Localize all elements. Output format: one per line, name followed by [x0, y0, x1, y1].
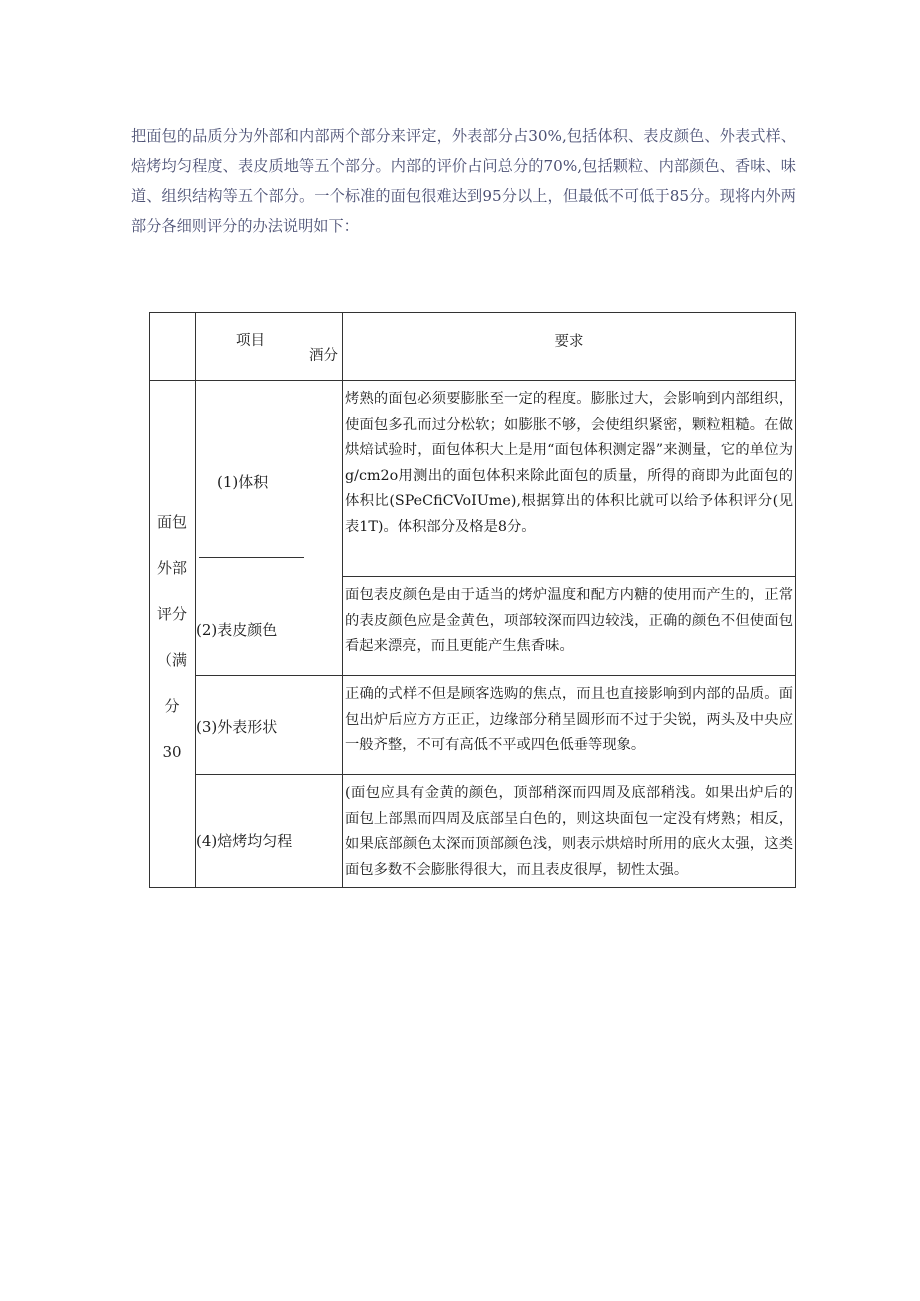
header-blank-cell: [150, 313, 196, 381]
side-label-line: 面包: [156, 513, 187, 531]
item-cell-shape: [196, 676, 343, 775]
requirement-baking-evenness: (面包应具有金黄的颜色，顶部稍深而四周及底部稍浅。如果出炉后的面包上部黑而四周及底部呈白色的，则这块面包一定没有烤熟；相反，如果底部颜色太深而顶部颜色浅，则表示烘焙时所用的底火太强，这类面包多数不会膨胀得很大，而且表皮很厚，韧性太强。: [343, 775, 796, 888]
header-score-label: 酒分: [309, 348, 338, 364]
side-label-line: （满: [156, 651, 187, 669]
side-label-line: 30: [162, 743, 182, 761]
item-cell-volume: [196, 381, 343, 577]
header-item-cell: [196, 313, 343, 381]
side-label-line: 分: [164, 697, 180, 715]
header-requirement-label: 要求: [343, 313, 796, 381]
requirement-volume: 烤熟的面包必须要膨胀至一定的程度。膨胀过大，会影响到内部组织，使面包多孔而过分松软；如膨胀不够，会使组织紧密，颗粒粗糙。在做烘焙试验时，面包体积大上是用“面包体积测定器”来测量，它的单位为g/cm2o用测出的面包体积来除此面包的质量，所得的商即为此面包的体积比(SPeCfiCVoIUme),根据算出的体积比就可以给予体积评分(见表1T)。体积部分及格是8分。: [343, 381, 796, 577]
requirement-shape: 正确的式样不但是顾客选购的焦点，而且也直接影响到内部的品质。面包出炉后应方方正正，边缘部分稍呈圆形而不过于尖锐，两头及中央应一般齐整，不可有高低不平或四色低垂等现象。: [343, 676, 796, 775]
item-name: (2)表皮颜色: [196, 620, 278, 639]
item-cell-crust-color: [196, 577, 343, 676]
side-label-cell: [150, 381, 196, 888]
item-name: (3)外表形状: [196, 718, 278, 736]
side-label-line: 外部: [156, 559, 187, 577]
item-cell-baking-evenness: [196, 775, 343, 888]
intro-paragraph: 把面包的品质分为外部和内部两个部分来评定，外表部分占30%,包括体积、表皮颜色、外表式样、焙烤均匀程度、表皮质地等五个部分。内部的评价占问总分的70%,包括颗粒、内部颜色、香味、味道、组织结构等五个部分。一个标准的面包很难达到95分以上，但最低不可低于85分。现将内外两部分各细则评分的办法说明如下：: [131, 127, 796, 235]
side-label-line: 评分: [156, 605, 187, 623]
item-name: (4)焙烤均匀程: [196, 832, 293, 850]
header-item-label: 项目: [236, 333, 265, 349]
evaluation-table: [149, 312, 795, 880]
partial-divider-line: [199, 557, 304, 558]
requirement-crust-color: 面包表皮颜色是由于适当的烤炉温度和配方内糖的使用而产生的，正常的表皮颜色应是金黄色，项部较深而四边较浅，正确的颜色不但使面包看起来漂亮，而且更能产生焦香味。: [343, 577, 796, 676]
side-label: [150, 511, 194, 787]
item-name: (1)体积: [217, 473, 269, 491]
